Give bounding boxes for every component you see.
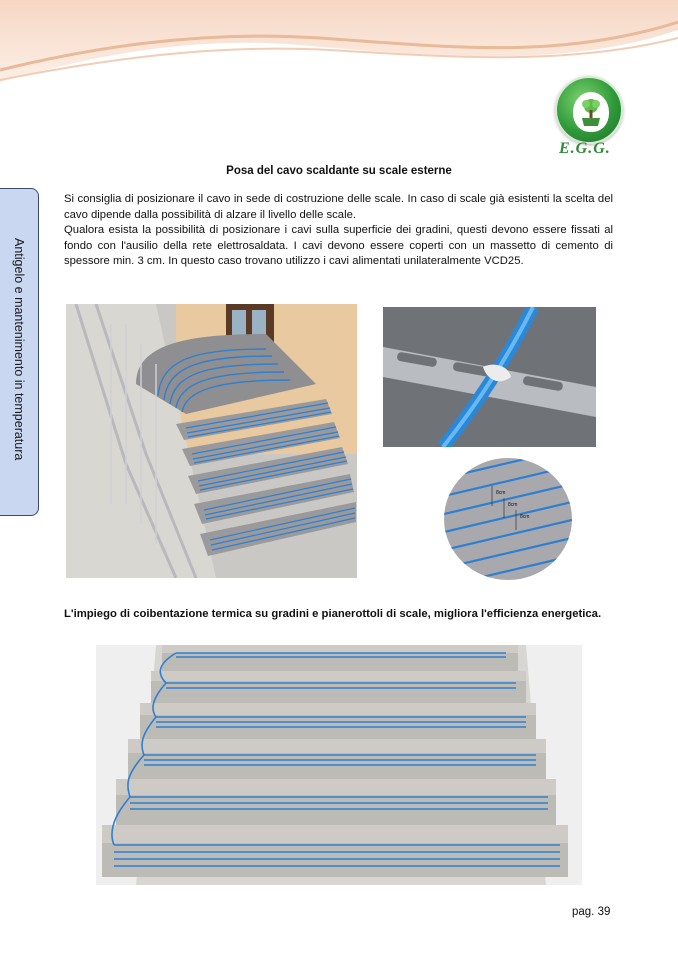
section-body [64, 192, 613, 270]
cable-fixing-strip-photo [383, 307, 596, 447]
paragraph-2: Qualora esista la possibilità di posizionare i cavi sulla superficie dei gradini, questi devono essere fissati al fondo con l'ausilio della rete elettrosaldata. I cavi devono essere coperti con un massetto di cemento di spessore min. 3 cm. In questo caso trovano utilizzo i cavi alimentati unilateralmente VCD25. [64, 224, 613, 267]
outdoor-stairs-illustration [66, 304, 357, 578]
spacing-label-3: 8cm [520, 514, 530, 520]
paragraph-1: Si consiglia di posizionare il cavo in sede di costruzione delle scale. In caso di scale già esistenti la scelta del cavo dipende dalla possibilità di alzare il livello delle scale. [64, 193, 613, 221]
logo-text: E.G.G. [559, 140, 611, 157]
page-number: pag. 39 [572, 906, 611, 918]
spacing-label-2: 8cm [508, 502, 518, 508]
side-tab-label: Antigelo e mantenimento in temperatura [12, 238, 26, 461]
insulation-caption: L'impiego di coibentazione termica su gradini e pianerottoli di scale, migliora l'efficienza energetica. [64, 608, 602, 620]
logo-emblem [555, 76, 623, 144]
concrete-stairs-cables-photo [96, 645, 582, 885]
cable-spacing-detail [444, 458, 572, 580]
spacing-label-1: 8cm [496, 490, 506, 496]
egg-icon [573, 92, 609, 132]
section-title: Posa del cavo scaldante su scale esterne [226, 165, 452, 177]
egg-logo [553, 74, 625, 164]
